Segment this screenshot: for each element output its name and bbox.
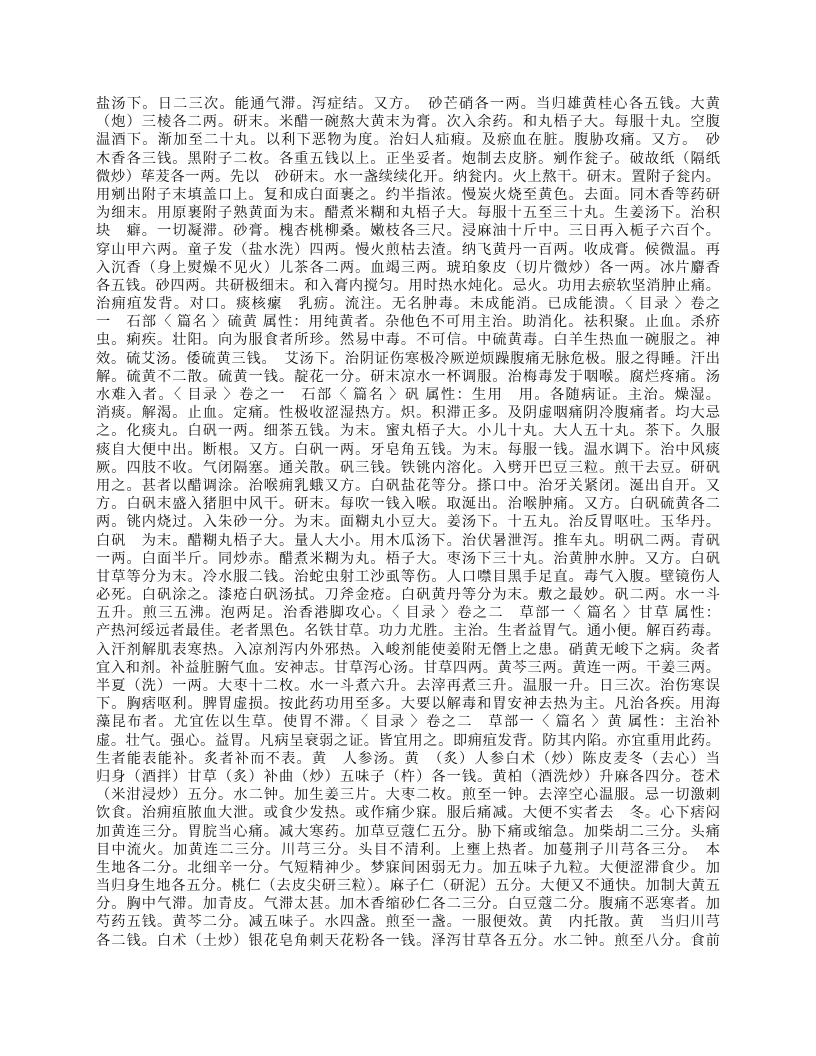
text-line: 用之。甚者以醋调涂。治喉痈乳蛾又方。白矾盐花等分。搽口中。治牙关紧闭。涎出自开。又	[96, 477, 720, 494]
text-line: 一两。白面半斤。同炒赤。醋煮米糊为丸。梧子大。枣汤下三十丸。治黄肿水肿。又方。白矾	[96, 550, 720, 567]
text-line: 用剜出附子末填盖口上。复和成白面裹之。约半指浓。慢炭火烧至黄色。去面。同木香等药研	[96, 186, 720, 203]
text-line: 加黄连三分。胃脘当心痛。减大寒药。加草豆蔻仁五分。胁下痛或缩急。加柴胡二三分。头痛	[96, 823, 720, 840]
text-line: 产热河绥远者最佳。老者黑色。名铁甘草。功力尤胜。主治。生者益胃气。通小便。解百药毒。	[96, 623, 720, 640]
text-line: 生地各二分。北细辛一分。气短精神少。梦寐间困弱无力。加五味子九粒。大便涩滞食少。加	[96, 859, 720, 876]
text-line: 温酒下。渐加至二十丸。以利下恶物为度。治妇人疝瘕。及瘀血在脏。腹胁攻痛。又方。 砂	[96, 132, 720, 149]
text-line: 厥。四肢不收。气闭隔塞。通关散。矾三钱。铁铫内溶化。入劈开巴豆三粒。煎干去豆。研矾	[96, 459, 720, 476]
text-line: 入汗剂解肌表寒热。入凉剂泻内外邪热。入峻剂能使姜附无僭上之患。硝黄无峻下之病。灸者	[96, 641, 720, 658]
text-line: 半夏（洗）一两。大枣十二枚。水一斗煮六升。去滓再煮三升。温服一升。日三次。治伤寒误	[96, 678, 720, 694]
text-line: 虚。壮气。强心。益胃。凡病呈衰弱之证。皆宜用之。即痈疽发背。防其内陷。亦宜重用此药。	[96, 732, 720, 749]
text-line: 效。硫艾汤。倭硫黄三钱。 艾汤下。治阴证伤寒极冷厥逆烦躁腹痛无脉危极。服之得睡。汗出	[96, 350, 720, 367]
text-line: 水难入者。〈 目录 〉卷之一 石部〈 篇名 〉矾 属性：生用 用。各随病证。主治。燥湿。	[96, 387, 720, 403]
text-line: 两。铫内烧过。入朱砂一分。为末。面糊丸小豆大。姜汤下。十五丸。治反胃呕吐。玉华丹。	[96, 514, 720, 531]
text-line: 微炒）荜茇各一两。先以 砂研末。水一盏续续化开。纳瓮内。火上熬干。研末。置附子瓮内。	[96, 168, 720, 185]
text-line: 生者能表能补。炙者补而不表。黄 人参汤。黄 （炙）人参白术（炒）陈皮麦冬（去心）当	[96, 750, 720, 767]
text-line: （米泔浸炒）五分。水二钟。加生姜三片。大枣二枚。煎至一钟。去滓空心温服。忌一切激刺	[96, 787, 720, 804]
text-line: 木香各三钱。黑附子二枚。各重五钱以上。正坐妥者。炮制去皮脐。剜作瓮子。破故纸（隔纸	[96, 150, 720, 167]
text-line: 为细末。用原裹附子熟黄面为末。醋煮米糊和丸梧子大。每服十五至三十丸。生姜汤下。治积	[96, 205, 720, 222]
text-line: 虫。痢疾。壮阳。向为服食者所珍。然易中毒。不可信。中硫黄毒。白羊生热血一碗服之。神	[96, 332, 720, 349]
text-line: 必死。白矾涂之。漆疮白矾汤拭。刀斧金疮。白矾黄丹等分为末。敷之最妙。矾二两。水一斗	[96, 587, 720, 604]
text-line: 穿山甲六两。童子发（盐水洗）四两。慢火煎枯去渣。纳飞黄丹一百两。收成膏。候微温。再	[96, 241, 720, 258]
text-line: 方。白矾末盛入猪胆中风干。研末。每吹一钱入喉。取涎出。治喉肿痛。又方。白矾硫黄各二	[96, 496, 720, 513]
text-line: 各二钱。白术（土炒）银花皂角刺天花粉各一钱。泽泻甘草各五分。水二钟。煎至八分。食前	[96, 932, 720, 949]
text-line: 痰自大便中出。断根。又方。白矾一两。牙皂角五钱。为末。每服一钱。温水调下。治中风痰	[96, 441, 720, 458]
text-line: 入沉香（身上熨燥不见火）儿茶各二两。血竭三两。琥珀象皮（切片微炒）各一两。冰片麝香	[96, 259, 720, 276]
text-line: 宜入和剂。补益脏腑气血。安神志。甘草泻心汤。甘草四两。黄芩三两。黄连一两。干姜三两。	[96, 659, 720, 676]
text-line: 甘草等分为末。冷水服二钱。治蛇虫射工沙虱等伤。人口噤目黑手足直。毒气入腹。壁镜伤人	[96, 568, 720, 585]
text-line: 之。化痰丸。白矾一两。细茶五钱。为末。蜜丸梧子大。小儿十丸。大人五十丸。茶下。久服	[96, 423, 720, 440]
text-line: 盐汤下。日二三次。能通气滞。泻症结。又方。 砂芒硝各一两。当归雄黄桂心各五钱。大黄	[96, 96, 720, 112]
text-line: 消痰。解渴。止血。定痛。性极收涩湿热方。炽。积滞正多。及阴虚咽痛阴冷腹痛者。均大忌	[96, 405, 720, 422]
text-line: 五升。煎三五沸。泡两足。治香港脚攻心。〈 目录 〉卷之二 草部一〈 篇名 〉甘草 属性：	[96, 605, 720, 622]
body-text	[96, 95, 720, 950]
text-line: 饮食。治痈疽脓血大泄。或食少发热。或作痛少寐。服后痛减。大便不实者去 冬。心下痞闷	[96, 805, 720, 822]
text-line: 一 石部〈 篇名 〉硫黄 属性：用纯黄者。杂他色不可用主治。助消化。祛积聚。止血。杀疥	[96, 314, 720, 331]
text-line: 分。胸中气滞。加青皮。气滞太甚。加木香缩砂仁各二三分。白豆蔻二分。腹痛不恶寒者。加	[96, 896, 720, 913]
text-line: 归身（酒拌）甘草（炙）补曲（炒）五味子（杵）各一钱。黄柏（酒洗炒）升麻各四分。苍术	[96, 768, 720, 785]
text-line: 治痈疽发背。对口。痰核瘰 乳疬。流注。无名肿毒。未成能消。已成能溃。〈 目录 〉卷之	[96, 296, 720, 313]
text-line: 目中流火。加黄连二三分。川芎三分。头目不清利。上壅上热者。加蔓荆子川芎各三分。 本	[96, 841, 720, 858]
text-line: 块 癖。一切凝滞。砂膏。槐杏桃柳桑。嫩枝各三尺。浸麻油十斤中。三日再入栀子六百个。	[96, 223, 720, 240]
text-line: 各五钱。砂四两。共研极细末。和入膏内搅匀。用时热水炖化。忌火。功用去瘀软坚消肿止痛。	[96, 277, 720, 294]
text-line: 芍药五钱。黄芩二分。减五味子。水四盏。煎至一盏。一服便效。黄 内托散。黄 当归川芎	[96, 914, 720, 931]
text-line: 当归身生地各五分。桃仁（去皮尖研三粒）。麻子仁（研泥）五分。大便又不通快。加制大黄五	[96, 878, 720, 895]
text-line: 藻昆布者。尤宜佐以生草。使胃不滞。〈 目录 〉卷之二 草部一〈 篇名 〉黄 属性：主治补	[96, 714, 720, 731]
text-line: 解。硫黄不二散。硫黄一钱。靛花一分。研末凉水一杯调服。治梅毒发于咽喉。腐烂疼痛。汤	[96, 368, 720, 385]
text-line: 下。胸痞呕利。脾胃虚损。按此药功用至多。大要以解毒和胃安神去热为主。凡治各疾。用海	[96, 696, 720, 713]
text-line: 白矾 为末。醋糊丸梧子大。量人大小。用木瓜汤下。治伏暑泄泻。推车丸。明矾二两。青矾	[96, 532, 720, 549]
text-line: （炮）三棱各二两。研末。米醋一碗熬大黄末为膏。次入余药。和丸梧子大。每服十丸。空腹	[96, 114, 720, 131]
